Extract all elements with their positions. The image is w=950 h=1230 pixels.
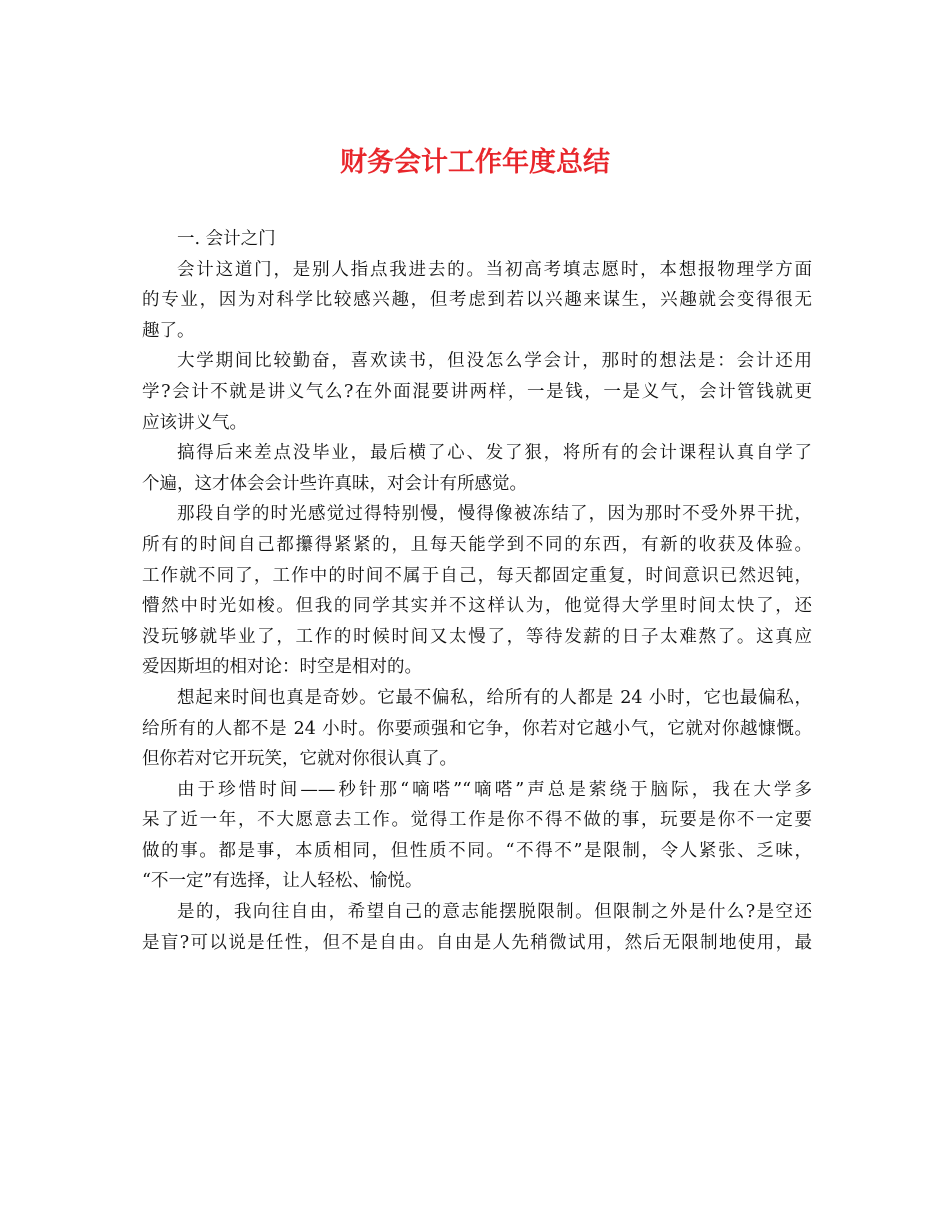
text-line: 会计这道门，是别人指点我进去的。当初高考填志愿时，本想报物理学方面	[177, 259, 812, 280]
text-line: 趣了。	[142, 320, 195, 341]
text-line: “不一定”有选择，让人轻松、愉悦。	[142, 871, 423, 892]
text-line: 懵然中时光如梭。但我的同学其实并不这样认为，他觉得大学里时间太快了，还	[142, 596, 812, 617]
text-line: 应该讲义气。	[142, 412, 247, 433]
text-line: 是盲?可以说是任性，但不是自由。自由是人先稍微试用，然后无限制地使用，最	[142, 932, 812, 953]
text-line: 的专业，因为对科学比较感兴趣，但考虑到若以兴趣来谋生，兴趣就会变得很无	[142, 290, 812, 311]
text-line: 工作就不同了，工作中的时间不属于自己，每天都固定重复，时间意识已然迟钝，	[142, 565, 812, 586]
text-line: 是的，我向往自由，希望自己的意志能摆脱限制。但限制之外是什么?是空还	[177, 902, 812, 923]
text-line: 做的事。都是事，本质相同，但性质不同。“不得不”是限制，令人紧张、乏味，	[142, 840, 812, 861]
text-line: 所有的时间自己都攥得紧紧的，且每天能学到不同的东西，有新的收获及体验。	[142, 534, 812, 555]
text-line: 一. 会计之门	[177, 229, 276, 249]
text-line: 那段自学的时光感觉过得特别慢，慢得像被冻结了，因为那时不受外界干扰，	[177, 504, 812, 525]
text-line: 呆了近一年，不大愿意去工作。觉得工作是你不得不做的事，玩要是你不一定要	[142, 810, 812, 831]
text-line: 想起来时间也真是奇妙。它最不偏私，给所有的人都是 24 小时，它也最偏私，	[177, 687, 812, 708]
text-line: 大学期间比较勤奋，喜欢读书，但没怎么学会计，那时的想法是：会计还用	[177, 351, 812, 372]
text-line: 搞得后来差点没毕业，最后横了心、发了狠，将所有的会计课程认真自学了	[177, 443, 812, 464]
text-line: 给所有的人都不是 24 小时。你要顽强和它争，你若对它越小气，它就对你越慷慨。	[142, 718, 812, 739]
text-line: 个遍，这才体会会计些许真昧，对会计有所感觉。	[142, 473, 527, 494]
document-body	[142, 224, 812, 958]
text-line: 但你若对它开玩笑，它就对你很认真了。	[142, 749, 457, 770]
text-line: 学?会计不就是讲义气么?在外面混要讲两样，一是钱，一是义气，会计管钱就更	[142, 381, 812, 402]
text-line: 没玩够就毕业了，工作的时候时间又太慢了，等待发薪的日子太难熬了。这真应	[142, 626, 812, 647]
text-line: 爱因斯坦的相对论：时空是相对的。	[142, 657, 422, 678]
document-title: 财务会计工作年度总结	[340, 147, 610, 178]
text-line: 由于珍惜时间——秒针那“嘀嗒”“嘀嗒”声总是萦绕于脑际，我在大学多	[177, 779, 812, 800]
